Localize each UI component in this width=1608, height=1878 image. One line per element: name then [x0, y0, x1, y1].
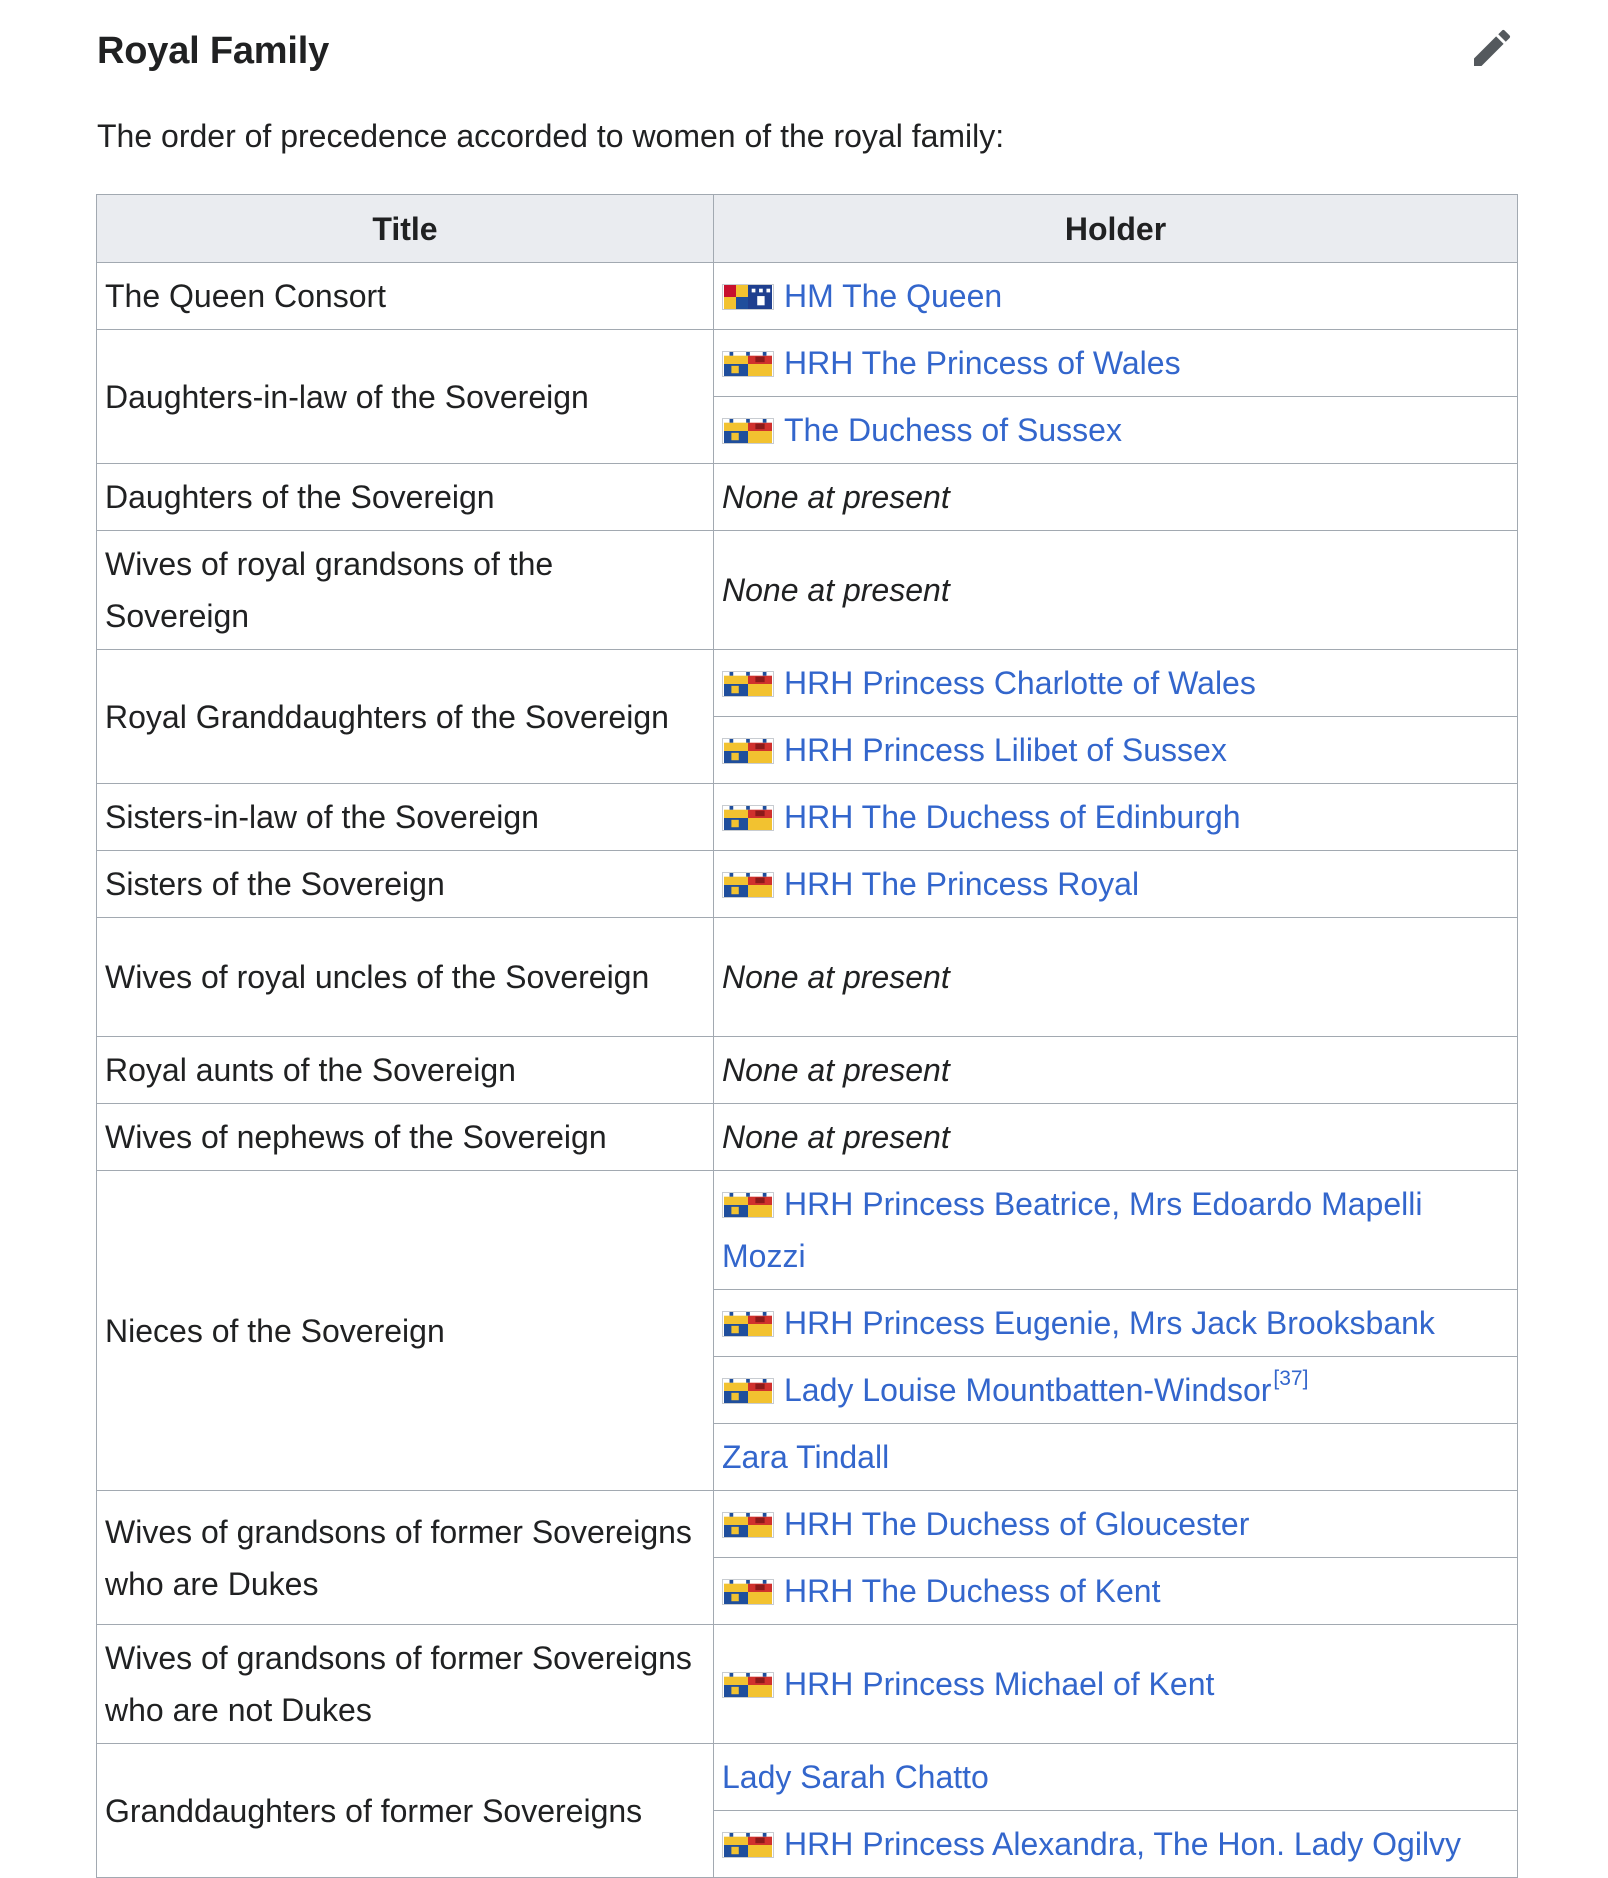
royal-flag-icon	[722, 1378, 774, 1404]
title-cell: Sisters-in-law of the Sovereign	[97, 784, 714, 851]
holder-link[interactable]: HM The Queen	[784, 278, 1003, 314]
holder-link[interactable]: HRH The Duchess of Kent	[784, 1573, 1161, 1609]
holder-link[interactable]: HRH The Princess Royal	[784, 866, 1140, 902]
column-header-title: Title	[97, 195, 714, 263]
royal-flag-icon	[722, 1832, 774, 1858]
royal-flag-icon	[722, 671, 774, 697]
holder-link[interactable]: HRH Princess Lilibet of Sussex	[784, 732, 1227, 768]
holder-cell	[714, 397, 1518, 464]
table-row	[97, 1625, 1518, 1744]
holder-link[interactable]: The Duchess of Sussex	[784, 412, 1122, 448]
title-cell: Daughters-in-law of the Sovereign	[97, 330, 714, 464]
none-at-present-text: None at present	[722, 572, 950, 608]
holder-link[interactable]: HRH Princess Beatrice, Mrs Edoardo Mapelli Mozzi	[722, 1186, 1423, 1274]
title-cell: Wives of royal grandsons of the Sovereign	[97, 531, 714, 650]
none-at-present-text: None at present	[722, 479, 950, 515]
holder-cell	[714, 717, 1518, 784]
holder-cell	[714, 1290, 1518, 1357]
table-header-row	[97, 195, 1518, 263]
holder-cell	[714, 330, 1518, 397]
title-cell: Royal aunts of the Sovereign	[97, 1037, 714, 1104]
title-cell: Wives of nephews of the Sovereign	[97, 1104, 714, 1171]
holder-link[interactable]: HRH The Princess of Wales	[784, 345, 1181, 381]
title-cell: Daughters of the Sovereign	[97, 464, 714, 531]
table-row	[97, 263, 1518, 330]
holder-cell	[714, 918, 1518, 1037]
holder-cell	[714, 1424, 1518, 1491]
holder-cell	[714, 1744, 1518, 1811]
table-row	[97, 330, 1518, 397]
holder-cell	[714, 1491, 1518, 1558]
holder-cell	[714, 1811, 1518, 1878]
royal-flag-icon	[722, 418, 774, 444]
table-row	[97, 531, 1518, 650]
title-cell: The Queen Consort	[97, 263, 714, 330]
holder-cell	[714, 1357, 1518, 1424]
none-at-present-text: None at present	[722, 959, 950, 995]
holder-link[interactable]: Lady Louise Mountbatten-Windsor	[784, 1372, 1272, 1408]
title-cell: Sisters of the Sovereign	[97, 851, 714, 918]
holder-cell	[714, 650, 1518, 717]
holder-cell	[714, 531, 1518, 650]
holder-link[interactable]: Lady Sarah Chatto	[722, 1759, 989, 1795]
none-at-present-text: None at present	[722, 1052, 950, 1088]
holder-cell	[714, 1171, 1518, 1290]
holder-cell	[714, 1625, 1518, 1744]
holder-link[interactable]: HRH The Duchess of Edinburgh	[784, 799, 1241, 835]
table-row	[97, 1104, 1518, 1171]
royal-flag-icon	[722, 738, 774, 764]
holder-link[interactable]: HRH Princess Eugenie, Mrs Jack Brooksbank	[784, 1305, 1435, 1341]
holder-cell	[714, 1558, 1518, 1625]
holder-cell	[714, 851, 1518, 918]
table-row	[97, 918, 1518, 1037]
royal-flag-icon	[722, 872, 774, 898]
royal-flag-icon	[722, 1192, 774, 1218]
holder-cell	[714, 784, 1518, 851]
citation-link[interactable]: [37]	[1273, 1367, 1309, 1391]
table-row	[97, 1037, 1518, 1104]
royal-flag-icon	[722, 284, 774, 310]
table-row	[97, 1491, 1518, 1558]
table-row	[97, 851, 1518, 918]
holder-cell	[714, 464, 1518, 531]
table-row	[97, 650, 1518, 717]
section-heading: Royal Family	[97, 30, 330, 72]
column-header-holder: Holder	[714, 195, 1518, 263]
title-cell: Wives of grandsons of former Sovereigns who are not Dukes	[97, 1625, 714, 1744]
title-cell: Nieces of the Sovereign	[97, 1171, 714, 1491]
edit-pencil-icon[interactable]	[1468, 24, 1516, 72]
none-at-present-text: None at present	[722, 1119, 950, 1155]
royal-flag-icon	[722, 1311, 774, 1337]
royal-flag-icon	[722, 1672, 774, 1698]
title-cell: Royal Granddaughters of the Sovereign	[97, 650, 714, 784]
holder-link[interactable]: HRH Princess Michael of Kent	[784, 1666, 1215, 1702]
holder-link[interactable]: Zara Tindall	[722, 1439, 890, 1475]
title-cell: Granddaughters of former Sovereigns	[97, 1744, 714, 1878]
royal-flag-icon	[722, 1512, 774, 1538]
royal-flag-icon	[722, 805, 774, 831]
holder-cell	[714, 1037, 1518, 1104]
holder-link[interactable]: HRH Princess Charlotte of Wales	[784, 665, 1256, 701]
table-row	[97, 464, 1518, 531]
table-row	[97, 784, 1518, 851]
table-row	[97, 1744, 1518, 1811]
royal-flag-icon	[722, 1579, 774, 1605]
holder-link[interactable]: HRH Princess Alexandra, The Hon. Lady Ogilvy	[784, 1826, 1462, 1862]
intro-paragraph: The order of precedence accorded to women of the royal family:	[97, 118, 1005, 154]
title-cell: Wives of grandsons of former Sovereigns who are Dukes	[97, 1491, 714, 1625]
holder-link[interactable]: HRH The Duchess of Gloucester	[784, 1506, 1250, 1542]
precedence-table	[96, 194, 1518, 1878]
table-row	[97, 1171, 1518, 1290]
title-cell: Wives of royal uncles of the Sovereign	[97, 918, 714, 1037]
royal-flag-icon	[722, 351, 774, 377]
holder-cell	[714, 263, 1518, 330]
holder-cell	[714, 1104, 1518, 1171]
